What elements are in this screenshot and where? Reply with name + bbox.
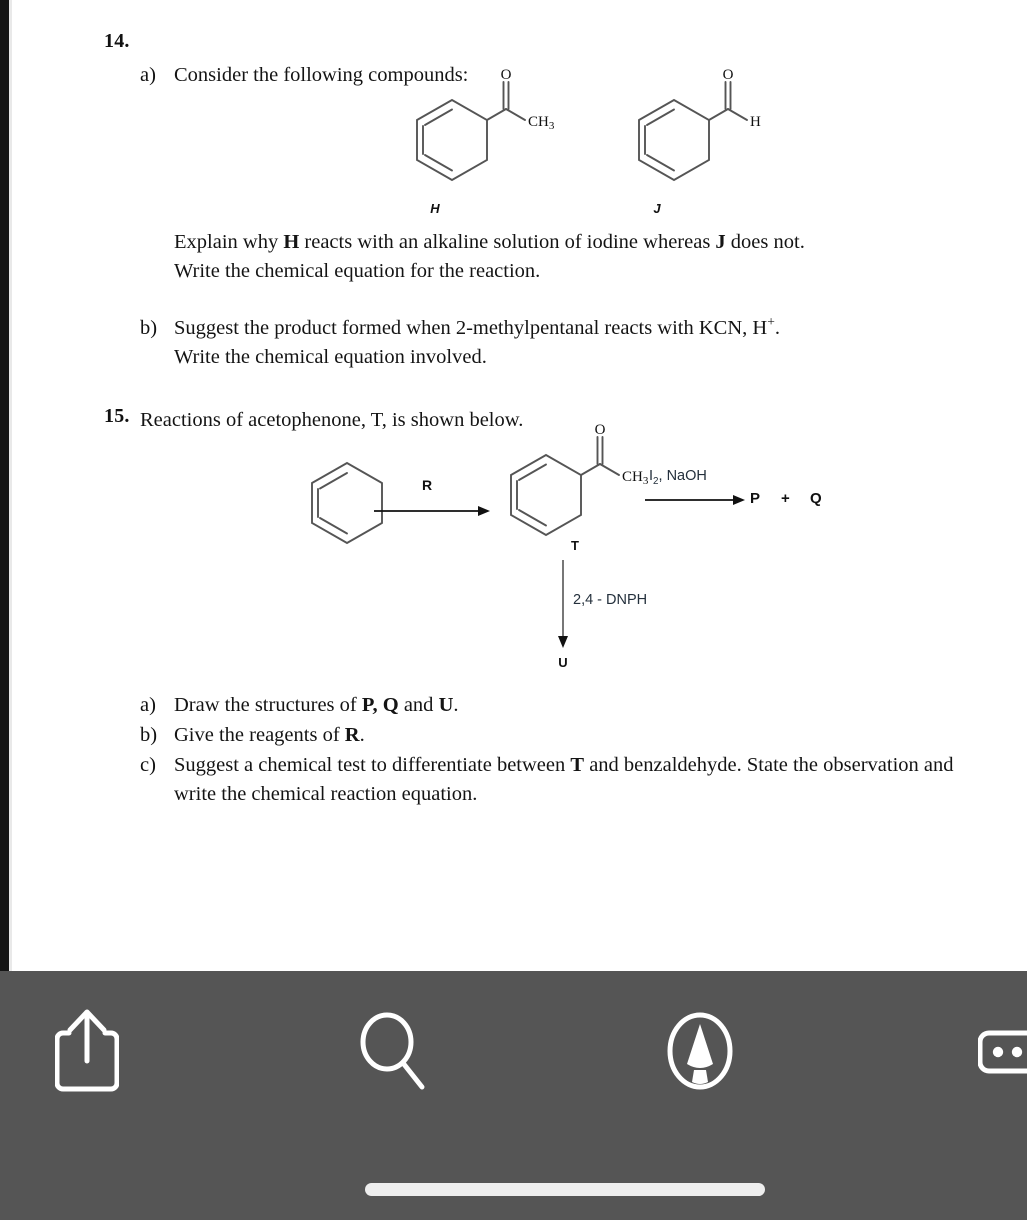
text-frag: Explain why (174, 231, 284, 253)
share-icon (55, 1007, 119, 1095)
text-frag: . (774, 317, 780, 339)
more-options-icon (978, 1011, 1027, 1091)
text-frag: . (359, 724, 365, 746)
markup-button[interactable] (660, 1005, 740, 1097)
document-page[interactable] (12, 0, 1027, 971)
structure-compound-j (617, 67, 762, 201)
question-14a-explain-line2: Write the chemical equation for the reaction. (174, 260, 541, 282)
question-14a-text: Consider the following compounds: (174, 64, 469, 86)
question-14-number: 14. (104, 30, 130, 52)
question-14b-line1 (174, 314, 914, 343)
share-button[interactable] (52, 1005, 122, 1097)
compound-j-oxygen-label: O (722, 67, 734, 83)
scheme-product-p: P (750, 490, 761, 507)
compound-ref-r: R (344, 724, 360, 746)
text-frag: and (398, 694, 439, 716)
text-frag: Suggest a chemical test to differentiate between (174, 754, 571, 776)
compound-ref-t: T (570, 754, 585, 776)
question-15c-line2: write the chemical reaction equation. (174, 783, 478, 805)
scheme-reagent-r-label: R (422, 477, 433, 493)
document-content (12, 0, 1027, 971)
question-15-number: 15. (104, 405, 130, 427)
compound-h-methyl-label: $CH_3$ (528, 114, 555, 132)
compound-h-label: H (430, 201, 440, 216)
text-frag: I (649, 468, 654, 484)
scheme-plus-sign: + (781, 490, 790, 507)
text-frag: does not. (725, 231, 805, 253)
home-indicator[interactable] (365, 1183, 765, 1196)
text-frag: . (453, 694, 459, 716)
text-frag: Draw the structures of (174, 694, 362, 716)
structure-compound-t (489, 422, 649, 553)
compound-t-oxygen-label: O (594, 422, 606, 438)
question-14a-explain-line1 (174, 228, 914, 257)
text-frag: and benzaldehyde. State the observation and (584, 754, 954, 776)
scheme-reagent-dnph-label: 2,4 - DNPH (573, 592, 648, 608)
question-14b-line2: Write the chemical equation involved. (174, 346, 487, 368)
question-15a-marker: a) (140, 694, 156, 716)
compound-j-hydrogen-label: H (750, 114, 761, 130)
left-gutter-strip (0, 0, 9, 971)
subscript-2: 2 (653, 475, 659, 487)
text-frag: Give the reagents of (174, 724, 345, 746)
text-frag: reacts with an alkaline solution of iodine whereas (299, 231, 716, 253)
more-options-button[interactable] (978, 1005, 1027, 1097)
search-icon (354, 1008, 430, 1094)
compound-t-methyl-label: $CH_3$ (622, 469, 649, 487)
question-15-stem: Reactions of acetophenone, T, is shown below. (140, 409, 524, 431)
scheme-reagent-i2-naoh-label (649, 468, 707, 487)
question-15b-text (174, 721, 974, 750)
compound-ref-pq: P, Q (361, 694, 399, 716)
question-14a-marker: a) (140, 64, 156, 86)
question-15c-line1 (174, 751, 1027, 780)
scheme-arrow-i2naoh (645, 493, 747, 507)
structure-compound-h (395, 67, 555, 201)
question-14b-marker: b) (140, 317, 158, 339)
charge-superscript: + (767, 314, 775, 330)
scheme-arrow-dnph (555, 560, 571, 650)
compound-t-label: T (571, 538, 579, 553)
scheme-arrow-r (374, 504, 492, 518)
compound-h-oxygen-label: O (500, 67, 512, 83)
compound-u-label: U (558, 655, 568, 670)
compound-ref-u: U (438, 694, 454, 716)
text-frag: Suggest the product formed when 2-methylpentanal reacts with KCN, H (174, 317, 768, 339)
markup-pen-icon (661, 1008, 739, 1094)
compound-ref-h: H (283, 231, 300, 253)
scheme-product-q: Q (810, 490, 822, 507)
question-15a-text (174, 691, 974, 720)
question-15c-marker: c) (140, 754, 156, 776)
question-15b-marker: b) (140, 724, 158, 746)
text-frag: , NaOH (658, 468, 707, 484)
compound-j-label: J (653, 201, 661, 216)
compound-ref-j: J (715, 231, 726, 253)
search-button[interactable] (352, 1005, 432, 1097)
